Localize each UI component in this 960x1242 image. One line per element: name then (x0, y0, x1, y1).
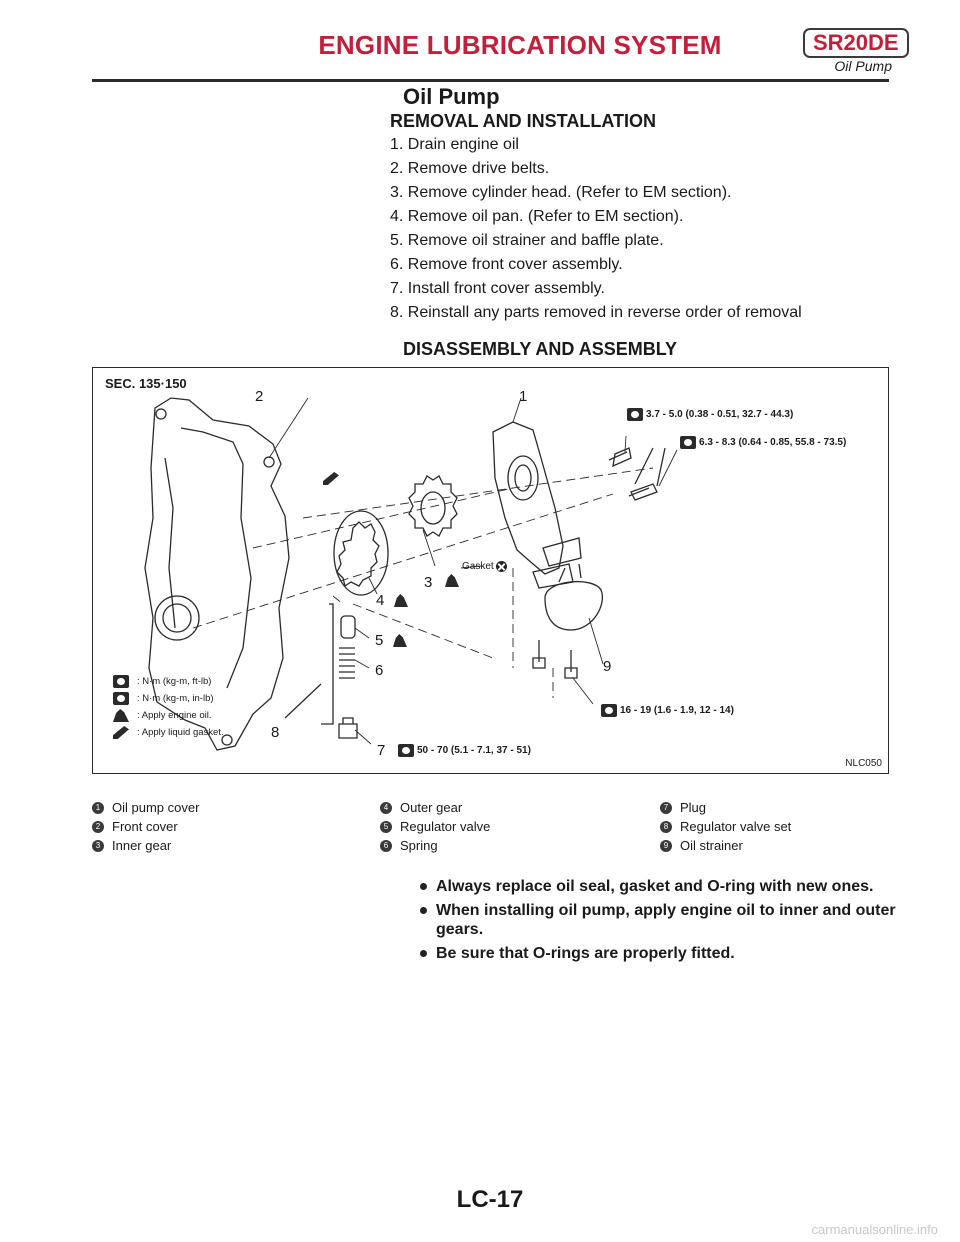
part-name: Outer gear (400, 800, 463, 815)
callout-7: 7 (377, 742, 386, 759)
liquid-gasket-icon (113, 726, 129, 739)
callout-4: 4 (376, 592, 385, 609)
torque-spec-4 (398, 744, 531, 757)
removal-heading: REMOVAL AND INSTALLATION (390, 111, 656, 131)
torque-inlb-icon (113, 692, 129, 705)
legend-row (113, 673, 224, 690)
torque-wrench-icon (680, 436, 696, 449)
part-name: Oil pump cover (112, 800, 200, 815)
caution-note (420, 944, 900, 963)
torque-wrench-icon (627, 408, 643, 421)
part-number: 4 (380, 802, 392, 814)
callout-2: 2 (255, 388, 264, 405)
plug-outline (339, 718, 357, 738)
removal-step: 6. Remove front cover assembly. (390, 256, 623, 273)
bolt-lower (629, 484, 657, 500)
part-number: 7 (660, 802, 672, 814)
gasket-label (462, 561, 507, 572)
torque-spec-3 (601, 704, 734, 717)
part-number: 5 (380, 821, 392, 833)
parts-column (92, 798, 199, 855)
watermark: carmanualsonline.info (811, 1222, 938, 1237)
part-number: 1 (92, 802, 104, 814)
gasket-label-text: Gasket (462, 561, 494, 572)
removal-step: 8. Reinstall any parts removed in reverse order of removal (390, 304, 802, 321)
removal-step: 2. Remove drive belts. (390, 160, 550, 177)
torque-spec-3-text: 16 - 19 (1.6 - 1.9, 12 - 14) (620, 705, 734, 716)
legend-row (113, 707, 224, 724)
caution-note (420, 901, 900, 939)
spring-outline (339, 648, 355, 678)
legend-text: : N·m (kg-m, ft-lb) (137, 676, 212, 687)
torque-spec-2-text: 6.3 - 8.3 (0.64 - 0.85, 55.8 - 73.5) (699, 437, 847, 448)
part-name: Regulator valve set (680, 819, 792, 834)
torque-ftlb-icon (113, 675, 129, 688)
list-item (380, 798, 490, 817)
part-name: Spring (400, 838, 438, 853)
list-item (660, 817, 791, 836)
list-item (92, 836, 199, 855)
page-heading: Oil Pump (403, 84, 500, 109)
removal-step: 1. Drain engine oil (390, 136, 519, 153)
caution-note-text: Be sure that O-rings are properly fitted. (436, 945, 735, 962)
part-name: Regulator valve (400, 819, 491, 834)
legend-row (113, 690, 224, 707)
section-title: ENGINE LUBRICATION SYSTEM (318, 30, 722, 60)
parts-column (380, 798, 490, 855)
callout-8: 8 (271, 724, 280, 741)
legend-text: : N·m (kg-m, in-lb) (137, 693, 214, 704)
pump-cover-outline (493, 422, 563, 574)
figure-id: NLC050 (845, 758, 882, 769)
part-number: 9 (660, 840, 672, 852)
torque-wrench-icon (398, 744, 414, 757)
caution-note-text: When installing oil pump, apply engine oil to inner and outer gears. (436, 902, 896, 938)
bullet-icon (420, 883, 427, 890)
symbol-legend (113, 673, 224, 741)
torque-wrench-icon (601, 704, 617, 717)
part-name: Oil strainer (680, 838, 743, 853)
page-number: LC-17 (456, 1186, 524, 1213)
callout-5: 5 (375, 632, 384, 649)
header-rule (92, 79, 889, 82)
header-subtitle: Oil Pump (834, 58, 892, 74)
legend-text: : Apply engine oil. (137, 710, 212, 721)
removal-step: 4. Remove oil pan. (Refer to EM section). (390, 208, 684, 225)
caution-notes (420, 877, 900, 968)
exploded-view-figure (92, 367, 889, 774)
removal-step: 5. Remove oil strainer and baffle plate. (390, 232, 664, 249)
regulator-valve-outline (341, 616, 355, 638)
caution-note (420, 877, 900, 896)
parts-column (660, 798, 791, 855)
torque-spec-2 (680, 436, 846, 449)
strainer-bolt-left (533, 640, 545, 668)
legend-text: : Apply liquid gasket. (137, 727, 224, 738)
list-item (380, 817, 490, 836)
disassembly-heading: DISASSEMBLY AND ASSEMBLY (403, 339, 678, 359)
engine-code-badge: SR20DE (803, 28, 909, 58)
removal-steps-list (390, 133, 802, 325)
removal-step: 3. Remove cylinder head. (Refer to EM section). (390, 184, 732, 201)
gasket-replace-icon (496, 561, 507, 572)
part-name: Front cover (112, 819, 178, 834)
part-number: 8 (660, 821, 672, 833)
torque-spec-1 (627, 408, 793, 421)
bullet-icon (420, 907, 427, 914)
oil-strainer-outline (545, 582, 602, 630)
callout-9: 9 (603, 658, 612, 675)
list-item (380, 836, 490, 855)
list-item (92, 817, 199, 836)
engine-oil-icon (113, 709, 129, 722)
part-number: 6 (380, 840, 392, 852)
callout-6: 6 (375, 662, 384, 679)
caution-note-text: Always replace oil seal, gasket and O-ring with new ones. (436, 878, 874, 895)
removal-step: 7. Install front cover assembly. (390, 280, 605, 297)
list-item (92, 798, 199, 817)
torque-spec-1-text: 3.7 - 5.0 (0.38 - 0.51, 32.7 - 44.3) (646, 409, 794, 420)
list-item (660, 836, 791, 855)
callout-3: 3 (424, 574, 433, 591)
bullet-icon (420, 950, 427, 957)
strainer-bolt-right (565, 650, 577, 678)
part-name: Inner gear (112, 838, 172, 853)
part-number: 2 (92, 821, 104, 833)
callout-1: 1 (519, 388, 528, 405)
bolt-upper (609, 448, 631, 466)
torque-spec-4-text: 50 - 70 (5.1 - 7.1, 37 - 51) (417, 745, 531, 756)
section-reference: SEC. 135·150 (105, 376, 187, 391)
part-number: 3 (92, 840, 104, 852)
part-name: Plug (680, 800, 707, 815)
list-item (660, 798, 791, 817)
legend-row (113, 724, 224, 741)
